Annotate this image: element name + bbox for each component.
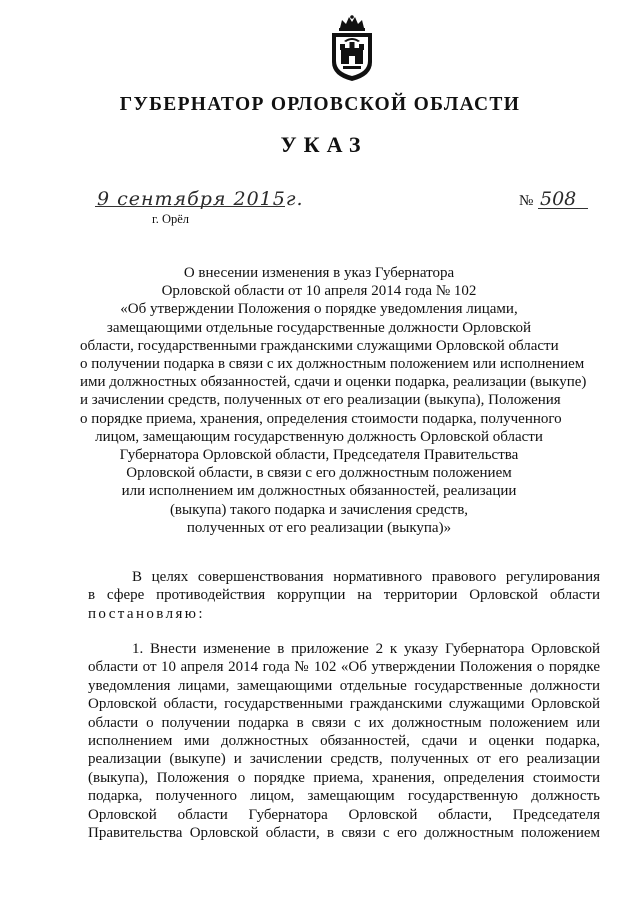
title-line: лицом, замещающим государственную должность Орловской области [95,428,543,445]
preamble-paragraph [88,568,600,623]
title-line: замещающими отдельные государственные должности Орловской [106,319,532,336]
paragraph-line: Орловской области Губернатора Орловской области, Председателя [88,806,600,823]
issuing-authority: ГУБЕРНАТОР ОРЛОВСКОЙ ОБЛАСТИ [119,94,521,115]
title-line: полученных от его реализации (выкупа)» [186,519,452,536]
paragraph-line: Орловской области, государственными гражданскими служащими Орловской [88,696,600,713]
paragraph-line: 1. Внести изменение в приложение 2 к указу Губернатора Орловской [132,641,600,657]
preamble-line: в сфере противодействия коррупции на территории Орловской области [88,587,600,604]
paragraph-line: подарка, полученного лицом, замещающим государственную должность [88,788,600,805]
title-line: Орловской области, в связи с его должностным положением [126,465,512,482]
paragraph-1 [88,640,600,842]
paragraph-line: Правительства Орловской области, в связи с его должностным положением [88,824,600,841]
title-line: «Об утверждении Положения о порядке уведомления лицами, [120,301,518,318]
decree-date-handwritten: 9 сентября 2015г. [97,188,304,210]
orel-region-coat-of-arms-icon [326,14,378,82]
decree-city: г. Орёл [152,212,190,226]
paragraph-line: области о получении подарка в связи с их должностным положением или [88,714,600,731]
paragraph-line: (выкупа), Положения о порядке приема, хранения, определения стоимости [88,769,600,786]
paragraph-line: реализации (выкупе) и зачислении средств, полученных от его реализации [88,751,600,768]
title-line: области, государственными гражданскими служащими Орловской области [80,337,559,354]
decree-number-handwritten: 508 [540,188,577,210]
document-type: УКАЗ [280,132,368,157]
decree-title [80,264,587,537]
title-line: Губернатора Орловской области, Председателя Правительства [119,447,519,464]
number-underline [538,208,588,209]
paragraph-line: уведомления лицами, замещающими отдельные государственные должности [88,677,600,694]
preamble-line: В целях совершенствования нормативного правового регулирования [132,569,600,585]
paragraph-line: области от 10 апреля 2014 года № 102 «Об утверждении Положения о порядке [88,659,600,676]
title-line: и зачислении средств, полученных от его реализации (выкупа), Положения [80,392,561,409]
title-line: о получении подарка в связи с их должностным положением или исполнением [80,356,585,373]
title-line: о порядке приема, хранения, определения стоимости подарка, полученного [80,410,562,427]
preamble-resolving-word: постановляю: [88,605,205,622]
title-line: или исполнением им должностных обязанностей, реализации [121,483,517,500]
decree-number-label: № [519,193,534,209]
title-line: ими должностных обязанностей, сдачи и оценки подарка, реализации (выкупе) [80,374,587,391]
title-line: О внесении изменения в указ Губернатора [183,265,455,281]
title-line: Орловской области от 10 апреля 2014 года № 102 [161,283,477,300]
paragraph-line: исполнением ими должностных обязанностей, сдачи и оценки подарка, [88,732,600,749]
title-line: (выкупа) такого подарка и зачисления средств, [169,501,469,518]
date-underline [95,206,285,207]
